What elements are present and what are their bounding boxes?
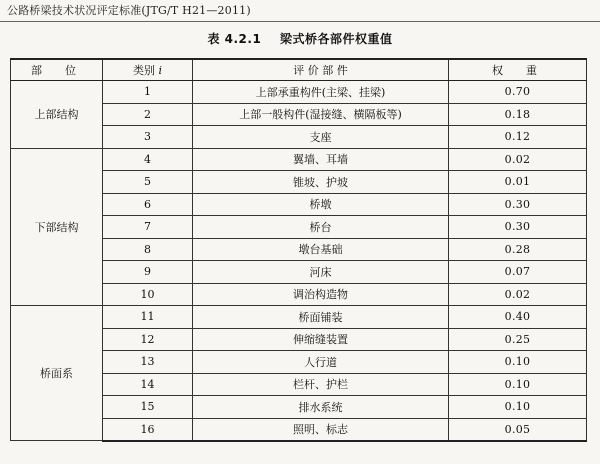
group-name-cell: 下部结构 <box>11 148 103 306</box>
component-cell: 调治构造物 <box>193 283 449 306</box>
category-cell: 15 <box>103 396 193 419</box>
table-row <box>11 148 587 171</box>
component-cell: 上部一般构件(湿接缝、横隔板等) <box>193 103 449 126</box>
category-cell: 11 <box>103 306 193 329</box>
weight-cell: 0.05 <box>449 418 587 441</box>
table-caption <box>0 30 600 47</box>
category-cell: 8 <box>103 238 193 261</box>
weight-cell: 0.12 <box>449 126 587 149</box>
component-cell: 排水系统 <box>193 396 449 419</box>
table-number: 表 4.2.1 <box>207 32 262 46</box>
component-cell: 桥墩 <box>193 193 449 216</box>
header-rule <box>0 21 600 22</box>
category-cell: 5 <box>103 171 193 194</box>
component-cell: 照明、标志 <box>193 418 449 441</box>
category-cell: 6 <box>103 193 193 216</box>
table-row <box>11 81 587 104</box>
weight-cell: 0.01 <box>449 171 587 194</box>
weight-cell: 0.25 <box>449 328 587 351</box>
weight-cell: 0.10 <box>449 373 587 396</box>
group-name-cell: 桥面系 <box>11 306 103 441</box>
weight-cell: 0.10 <box>449 396 587 419</box>
category-cell: 10 <box>103 283 193 306</box>
table-header-row <box>11 59 587 81</box>
component-cell: 上部承重构件(主梁、挂梁) <box>193 81 449 104</box>
component-cell: 人行道 <box>193 351 449 374</box>
weight-cell: 0.40 <box>449 306 587 329</box>
column-header-category: 类别 i <box>103 59 193 81</box>
weight-cell: 0.02 <box>449 148 587 171</box>
running-header: 公路桥梁技术状况评定标准(JTG/T H21—2011) <box>7 4 251 17</box>
weight-cell: 0.10 <box>449 351 587 374</box>
component-cell: 桥台 <box>193 216 449 239</box>
table-title: 梁式桥各部件权重值 <box>280 32 393 46</box>
component-cell: 桥面铺装 <box>193 306 449 329</box>
category-cell: 12 <box>103 328 193 351</box>
weight-cell: 0.30 <box>449 193 587 216</box>
category-cell: 16 <box>103 418 193 441</box>
weight-cell: 0.07 <box>449 261 587 284</box>
weight-cell: 0.18 <box>449 103 587 126</box>
component-cell: 河床 <box>193 261 449 284</box>
category-cell: 9 <box>103 261 193 284</box>
column-header-weight: 权 重 <box>449 59 587 81</box>
category-cell: 3 <box>103 126 193 149</box>
category-cell: 4 <box>103 148 193 171</box>
weight-cell: 0.28 <box>449 238 587 261</box>
weight-cell: 0.70 <box>449 81 587 104</box>
component-cell: 栏杆、护栏 <box>193 373 449 396</box>
component-cell: 支座 <box>193 126 449 149</box>
component-cell: 墩台基础 <box>193 238 449 261</box>
category-cell: 13 <box>103 351 193 374</box>
group-name-cell: 上部结构 <box>11 81 103 149</box>
column-header-item: 评 价 部 件 <box>193 59 449 81</box>
weight-cell: 0.02 <box>449 283 587 306</box>
component-cell: 翼墙、耳墙 <box>193 148 449 171</box>
category-cell: 14 <box>103 373 193 396</box>
category-cell: 7 <box>103 216 193 239</box>
component-cell: 伸缩缝装置 <box>193 328 449 351</box>
category-cell: 1 <box>103 81 193 104</box>
component-weight-table <box>10 58 587 442</box>
table-body <box>11 81 587 441</box>
weight-cell: 0.30 <box>449 216 587 239</box>
category-cell: 2 <box>103 103 193 126</box>
table-row <box>11 306 587 329</box>
column-header-part: 部 位 <box>11 59 103 81</box>
component-cell: 锥坡、护坡 <box>193 171 449 194</box>
